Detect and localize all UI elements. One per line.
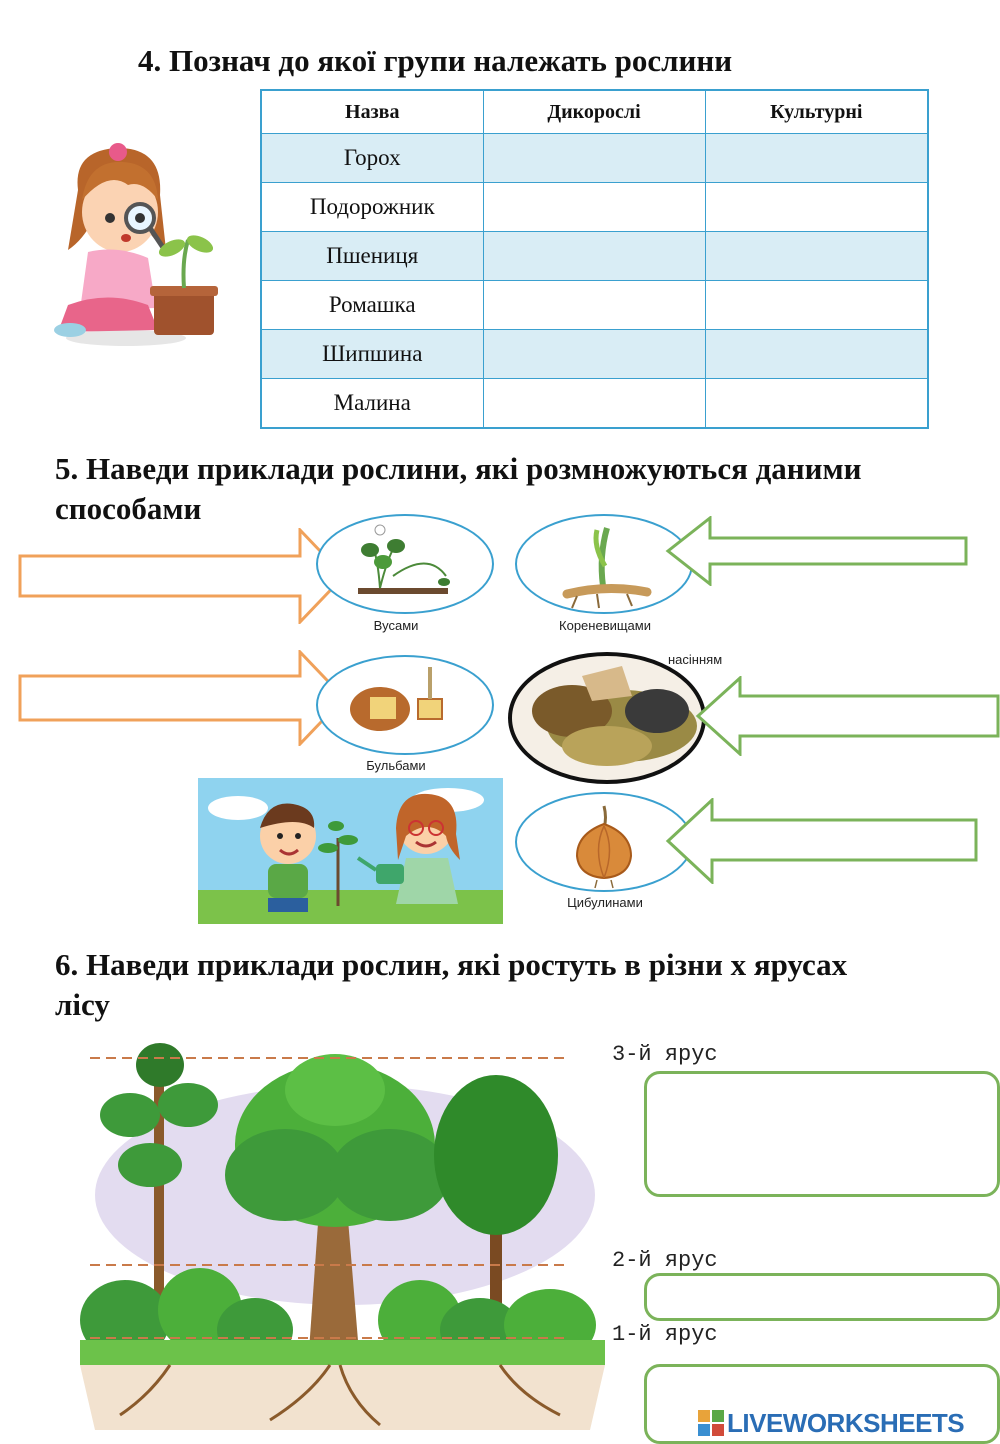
header-cultivated: Культурні (705, 90, 928, 134)
seeds-pile-icon (512, 656, 702, 780)
cultivated-answer-cell[interactable] (705, 232, 928, 281)
tier-2-label: 2-й ярус (612, 1248, 718, 1273)
liveworksheets-brand-text: LIVEWORKSHEETS (727, 1407, 965, 1438)
table-row (261, 183, 928, 232)
wild-answer-cell[interactable] (483, 281, 705, 330)
forest-tiers-illustration (80, 1035, 605, 1435)
plant-name: Подорожник (261, 183, 483, 232)
table-row (261, 232, 928, 281)
wild-answer-cell[interactable] (483, 134, 705, 183)
kids-planting-illustration (198, 778, 503, 924)
cultivated-answer-cell[interactable] (705, 134, 928, 183)
tier-1-label: 1-й ярус (612, 1322, 718, 1347)
plants-classification-table (260, 89, 929, 429)
table-row (261, 330, 928, 379)
bulbs-answer-arrow[interactable] (664, 798, 980, 884)
caption-seeds: насінням (668, 652, 723, 667)
cultivated-answer-cell[interactable] (705, 330, 928, 379)
task6-title-line1: 6. Наведи приклади рослин, які ростуть в різни х ярусах (55, 947, 848, 982)
strawberry-plant-icon (318, 516, 492, 612)
wild-answer-cell[interactable] (483, 183, 705, 232)
cultivated-answer-cell[interactable] (705, 281, 928, 330)
table-row (261, 281, 928, 330)
plant-name: Пшениця (261, 232, 483, 281)
plant-name: Малина (261, 379, 483, 429)
task4-title: 4. Познач до якої групи належать рослини (138, 43, 733, 78)
tier-2-answer-box[interactable] (644, 1273, 1000, 1321)
caption-bulbs: Цибулинами (567, 895, 643, 910)
wild-answer-cell[interactable] (483, 330, 705, 379)
plant-name: Ромашка (261, 281, 483, 330)
task5-title-line1: 5. Наведи приклади рослини, які розмножуються даними (55, 451, 862, 486)
caption-rhizomes: Кореневищами (559, 618, 651, 633)
seeds-oval (508, 652, 706, 784)
table-header-row (261, 90, 928, 134)
girl-magnifier-illustration (48, 140, 228, 350)
tier-3-answer-box[interactable] (644, 1071, 1000, 1197)
table-row (261, 134, 928, 183)
rhizomes-answer-arrow[interactable] (664, 516, 970, 586)
tubers-answer-arrow[interactable] (18, 650, 348, 746)
header-wild: Дикорослі (483, 90, 705, 134)
table-row (261, 379, 928, 429)
plant-name: Шипшина (261, 330, 483, 379)
cultivated-answer-cell[interactable] (705, 379, 928, 429)
header-name: Назва (261, 90, 483, 134)
caption-runners: Вусами (373, 618, 419, 633)
tier-3-label: 3-й ярус (612, 1042, 718, 1067)
wild-answer-cell[interactable] (483, 379, 705, 429)
plant-name: Горох (261, 134, 483, 183)
seeds-answer-arrow[interactable] (694, 676, 1000, 756)
potato-icon (318, 657, 492, 753)
tubers-oval (316, 655, 494, 755)
task5-title-line2: способами (55, 491, 202, 526)
caption-tubers: Бульбами (366, 758, 426, 773)
cultivated-answer-cell[interactable] (705, 183, 928, 232)
liveworksheets-logo (698, 1408, 964, 1438)
task6-title-line2: лісу (55, 987, 110, 1022)
liveworksheets-logo-icon (698, 1410, 724, 1436)
runners-answer-arrow[interactable] (18, 528, 348, 624)
runners-oval (316, 514, 494, 614)
wild-answer-cell[interactable] (483, 232, 705, 281)
